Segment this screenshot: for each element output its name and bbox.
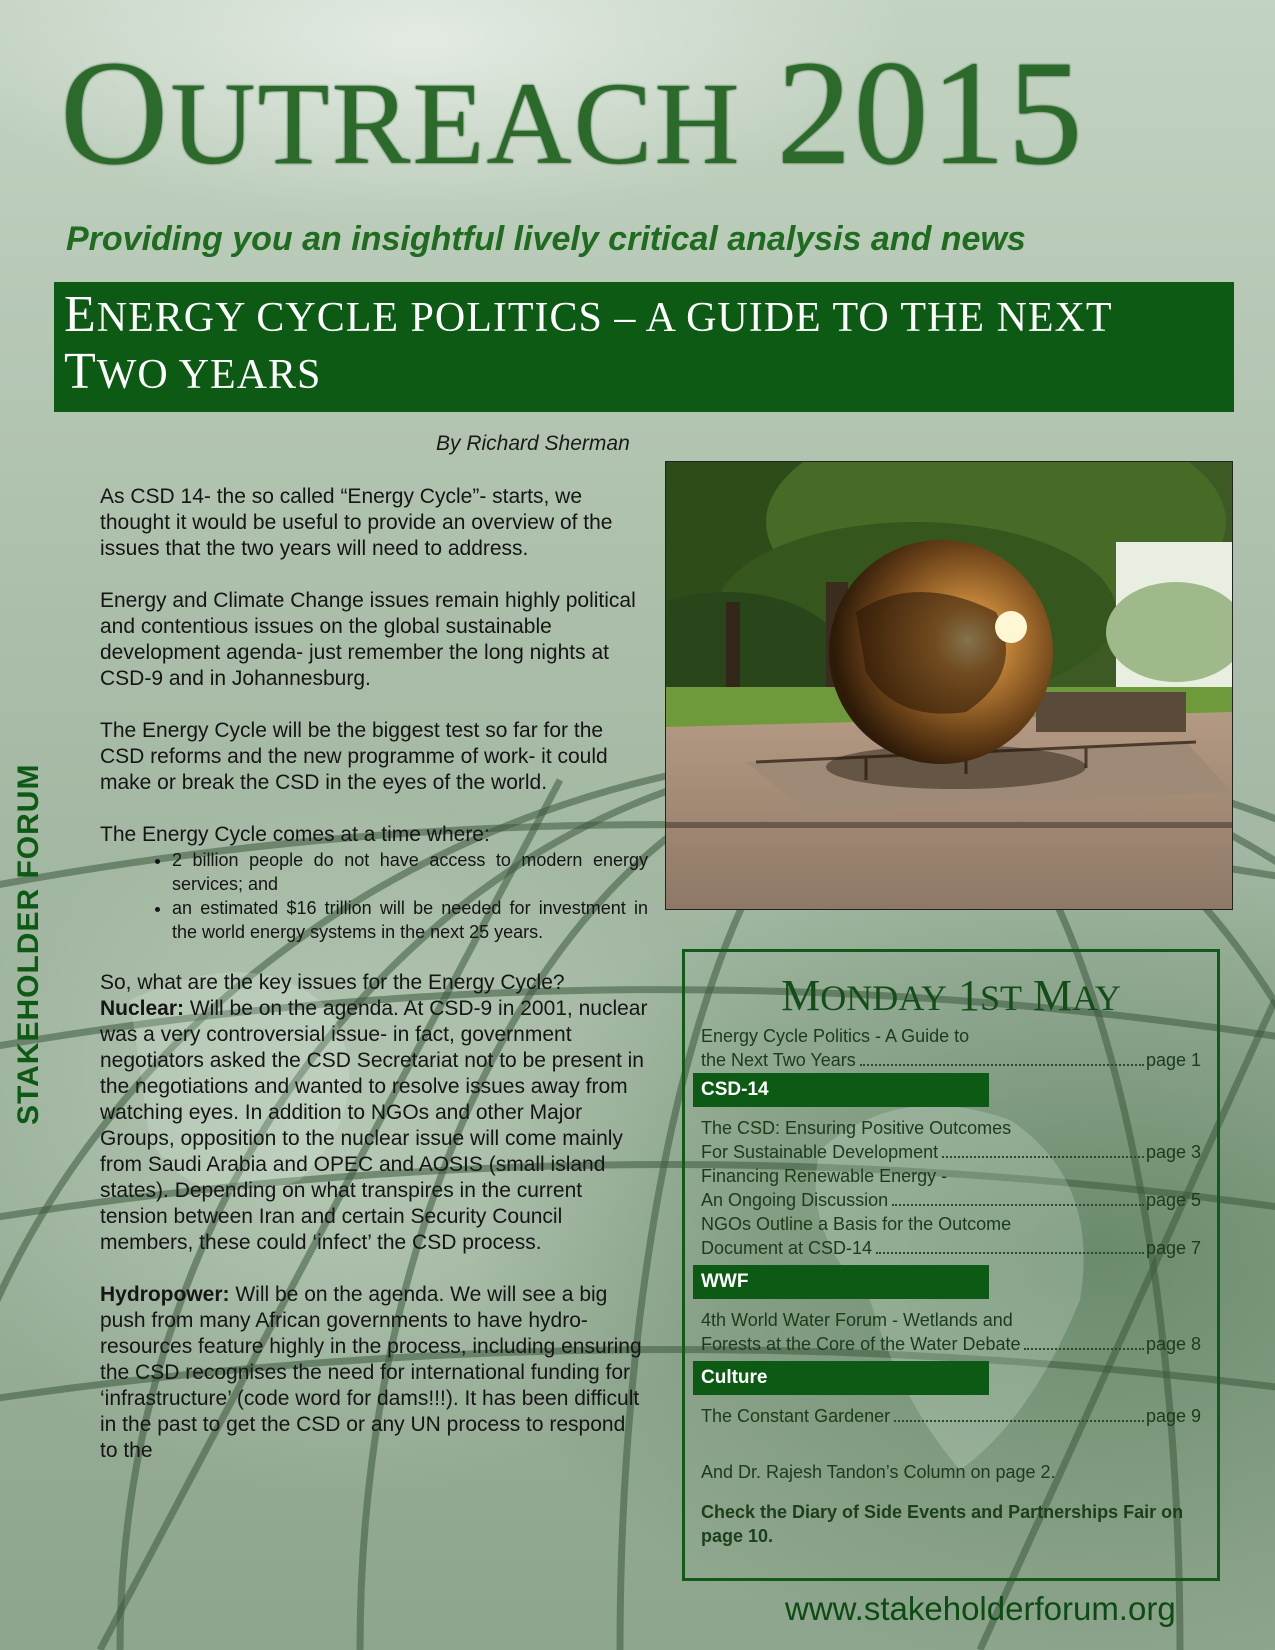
toc-entry-line: Energy Cycle Politics - A Guide to <box>701 1026 970 1046</box>
hydropower-paragraph <box>100 1282 648 1464</box>
section-band-csd-14: CSD-14 <box>693 1073 989 1107</box>
toc-title-part: ONDAY <box>820 978 947 1018</box>
article-body <box>100 484 648 1490</box>
toc-entry-line: For Sustainable Development <box>701 1142 939 1162</box>
headline-banner <box>54 282 1234 412</box>
dotted-leader <box>1024 1348 1143 1350</box>
toc-entry[interactable] <box>701 1404 1201 1428</box>
nuclear-label: Nuclear: <box>100 997 185 1020</box>
toc-title-part: 1 <box>957 971 980 1020</box>
toc-entry-line: An Ongoing Discussion <box>701 1190 889 1210</box>
photo-image <box>666 462 1232 909</box>
headline-line-1: NERGY CYCLE POLITICS – A GUIDE TO THE NEXT <box>96 295 1113 341</box>
toc-entry[interactable] <box>701 1212 1201 1260</box>
article-paragraph: The Energy Cycle comes at a time where: <box>100 823 490 846</box>
toc-page-number: page 9 <box>1145 1406 1201 1426</box>
toc-page-number: page 8 <box>1145 1334 1201 1354</box>
toc-title-part: M <box>1033 971 1073 1020</box>
dotted-leader <box>876 1252 1144 1254</box>
toc-page-number: page 5 <box>1145 1190 1201 1210</box>
toc-entry-line: The Constant Gardener <box>701 1406 891 1426</box>
dotted-leader <box>942 1156 1144 1158</box>
toc-entry-line: Forests at the Core of the Water Debate <box>701 1334 1021 1354</box>
side-label: STAKEHOLDER FORUM <box>12 763 45 1125</box>
masthead-year: 2015 <box>776 30 1085 196</box>
byline: By Richard Sherman <box>436 432 630 455</box>
headline-initial-1: E <box>64 286 97 343</box>
toc-title-part: AY <box>1072 978 1121 1018</box>
toc-entry-line: 4th World Water Forum - Wetlands and <box>701 1310 1013 1330</box>
toc-date-heading <box>685 970 1217 1021</box>
hydropower-text: Will be on the agenda. We will see a big push from many African governments to have hydro-resources feature highly in the process, including ensuring the CSD recognises the need for international funding for ‘infrastructure’ (code word for dams!!!). It has been difficult in the past to get the CSD or any UN process to respond to the <box>100 1283 642 1462</box>
toc-entry-line: the Next Two Years <box>701 1050 856 1070</box>
toc-entry[interactable] <box>701 1024 1201 1072</box>
dotted-leader <box>892 1204 1144 1206</box>
toc-note-bold: Check the Diary of Side Events and Partnerships Fair on page 10. <box>701 1502 1184 1546</box>
tagline: Providing you an insightful lively critical analysis and news <box>66 220 1026 258</box>
sphere-sculpture-photo <box>665 461 1233 910</box>
toc-page-number: page 7 <box>1145 1238 1201 1258</box>
toc-entry-line: Financing Renewable Energy - <box>701 1166 948 1186</box>
toc-entry-line: The CSD: Ensuring Positive Outcomes <box>701 1118 1012 1138</box>
article-paragraph: The Energy Cycle will be the biggest test so far for the CSD reforms and the new programme of work- it could make or break the CSD in the eyes of the world. <box>100 719 608 794</box>
bullet-item: • an estimated $16 trillion will be needed for investment in the world energy systems in the next 25 years. <box>172 896 648 944</box>
table-of-contents <box>682 949 1220 1581</box>
toc-entry[interactable] <box>701 1308 1201 1356</box>
toc-entry-line: Document at CSD-14 <box>701 1238 873 1258</box>
masthead-initial: O <box>60 30 171 196</box>
article-paragraph: So, what are the key issues for the Energy Cycle? <box>100 971 565 994</box>
masthead-title <box>60 30 1085 199</box>
footer-website-url[interactable]: www.stakeholderforum.org <box>785 1590 1176 1627</box>
toc-entry-line: NGOs Outline a Basis for the Outcome <box>701 1214 1012 1234</box>
bullet-item: • 2 billion people do not have access to modern energy services; and <box>172 848 648 896</box>
article-bullet-list <box>100 848 648 944</box>
toc-title-part: ST <box>979 978 1022 1018</box>
article-paragraph: As CSD 14- the so called “Energy Cycle”- starts, we thought it would be useful to provide an overview of the issues that the two years will need to address. <box>100 485 613 560</box>
headline-line-2: WO YEARS <box>96 352 322 398</box>
headline-title <box>64 288 1224 402</box>
toc-page-number: page 3 <box>1145 1142 1201 1162</box>
hydropower-label: Hydropower: <box>100 1283 230 1306</box>
section-band-wwf: WWF <box>693 1265 989 1299</box>
toc-page-number: page 1 <box>1145 1050 1201 1070</box>
dotted-leader <box>860 1064 1144 1066</box>
section-band-culture: Culture <box>693 1361 989 1395</box>
article-paragraph: Energy and Climate Change issues remain highly political and contentious issues on the global sustainable development agenda- just remember the long nights at CSD-9 and in Johannesburg. <box>100 589 636 690</box>
masthead-rest: UTREACH <box>170 58 742 189</box>
toc-note: And Dr. Rajesh Tandon’s Column on page 2. <box>701 1462 1056 1482</box>
nuclear-paragraph <box>100 996 648 1256</box>
toc-entry[interactable] <box>701 1116 1201 1164</box>
nuclear-text: Will be on the agenda. At CSD-9 in 2001, nuclear was a very controversial issue- in fact, government negotiators asked the CSD Secretariat not to be present in the negotiations and wanted to resolve issues away from watching eyes. In addition to NGOs and other Major Groups, opposition to the nuclear issue will come mainly from Saudi Arabia and OPEC and AOSIS (small island states). Depending on what transpires in the current tension between Iran and certain Security Council members, these could ‘infect’ the CSD process. <box>100 997 648 1254</box>
toc-entry[interactable] <box>701 1164 1201 1212</box>
dotted-leader <box>894 1420 1144 1422</box>
headline-initial-2: T <box>64 343 97 400</box>
toc-title-part: M <box>781 971 821 1020</box>
